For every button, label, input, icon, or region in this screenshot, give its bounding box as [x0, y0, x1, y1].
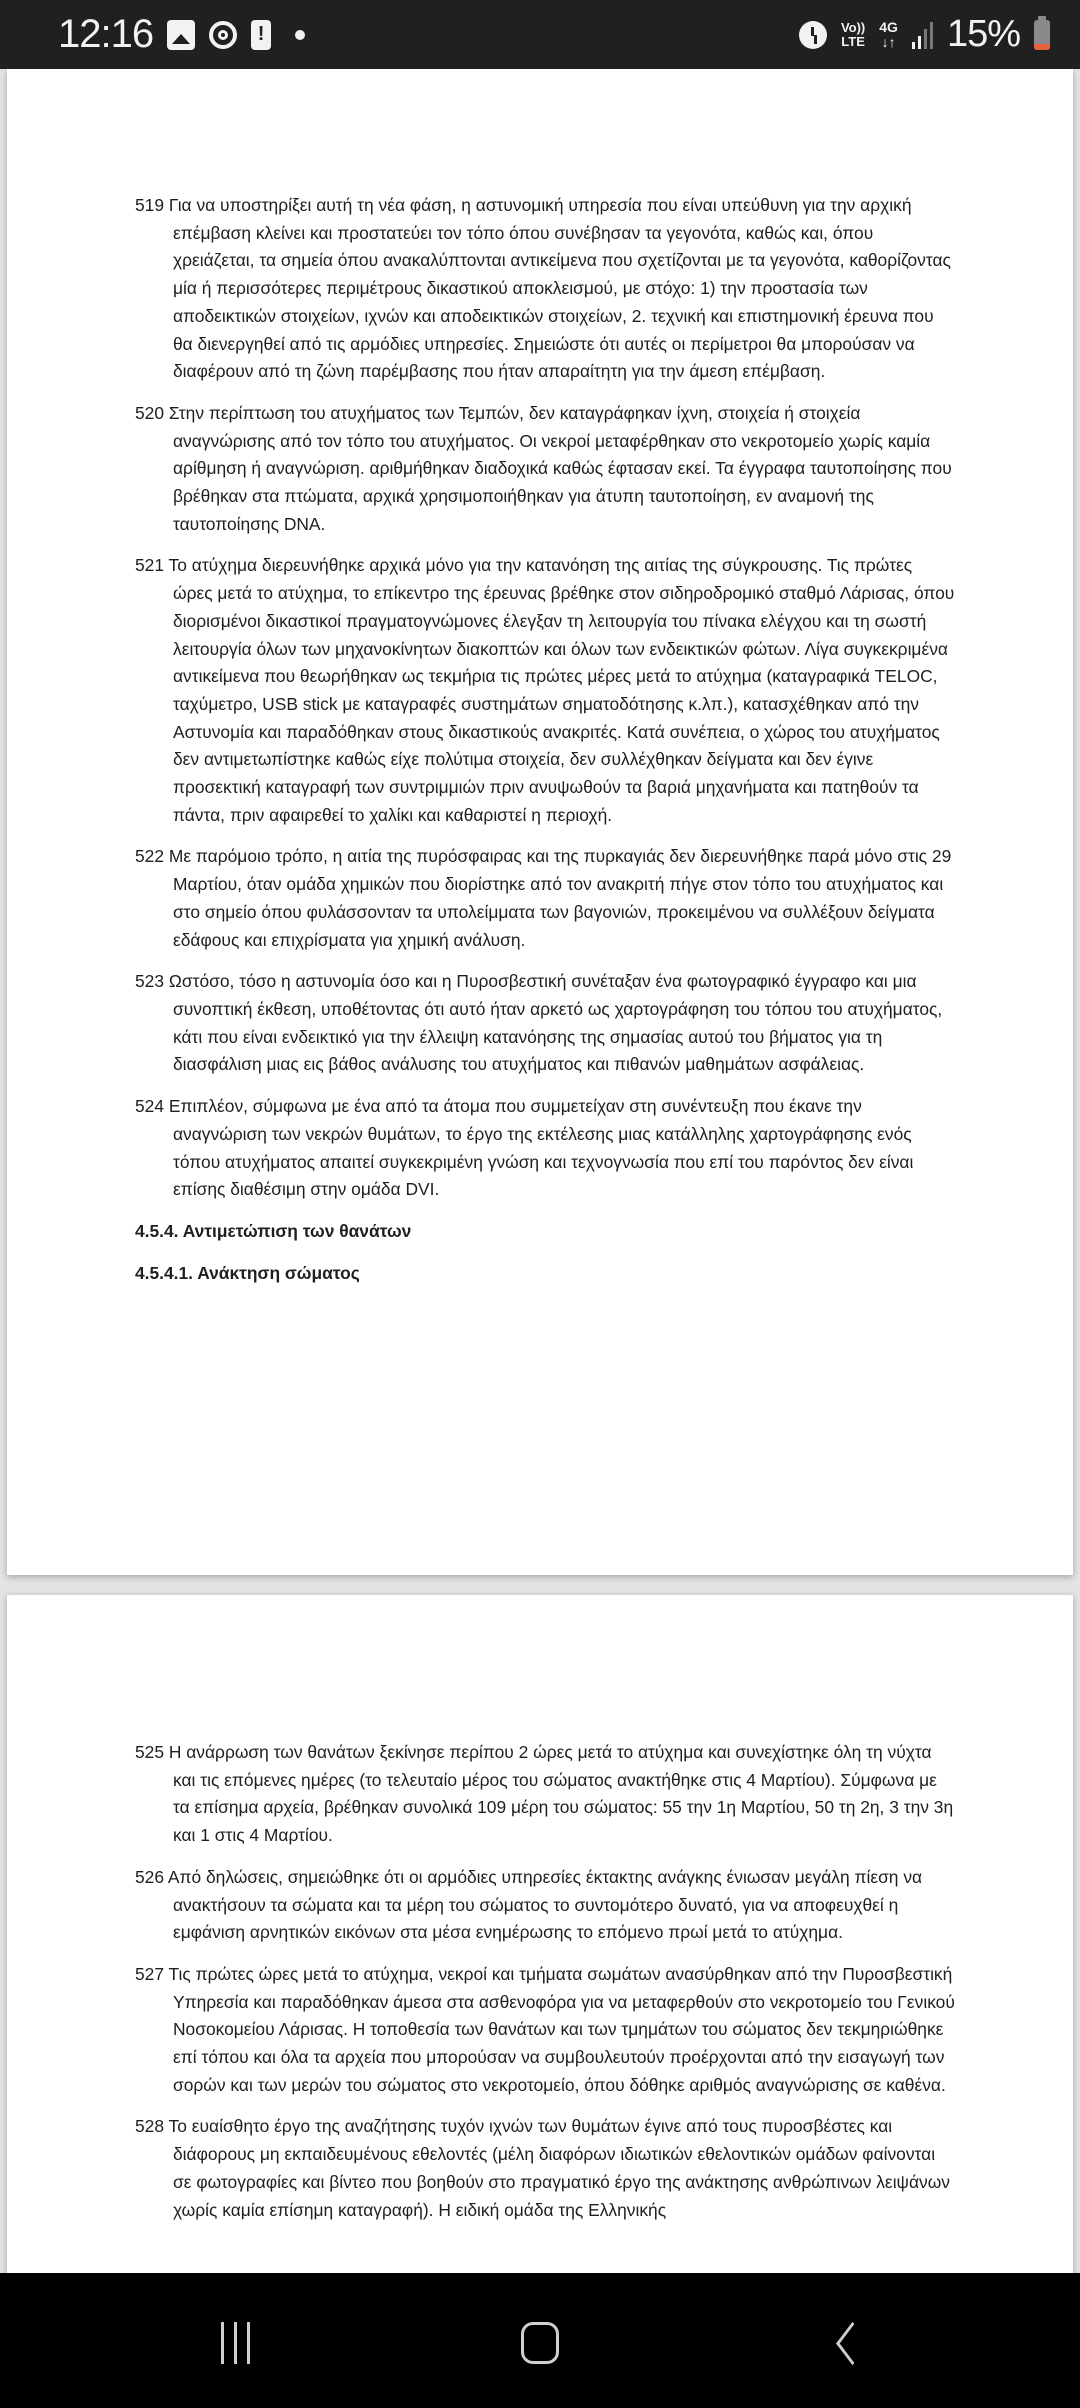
paragraph-text: Η ανάρρωση των θανάτων ξεκίνησε περίπου 2 ώρες μετά το ατύχημα και συνεχίστηκε όλη τη νύχτα και τις επόμενες ημέρες (το τελευταίο μέρος του σώματος ανακτήθηκε στις 4 Μαρτίου). Σύμφωνα με τα επίσημα αρχεία, βρέθηκαν συνολικά 109 μέρη του σώματος: 55 την 1η Μαρτίου, 50 τη 2η, 3 την 3η και 1 στις 4 Μαρτίου. [168, 1742, 954, 1846]
status-right [799, 0, 1050, 69]
paragraph-text: Το ατύχημα διερευνήθηκε αρχικά μόνο για την κατανόηση της αιτίας της σύγκρουσης. Τις πρώτες ώρες μετά το ατύχημα, το επίκεντρο της έρευνας βρέθηκε στον σιδηροδρομικό σταθμό Λάρισας, όπου διορισμένοι δικαστικοί πραγματογνώμονες έλεγξαν τη λειτουργία του πίνακα ελέγχου και τη σωστή λειτουργία όλων των μηχανοκίνητων διακοπτών και όλων των ενδεικτικών φώτων. Λίγα συγκεκριμένα αντικείμενα που θεωρήθηκαν ως τεκμήρια τις πρώτες μέρες μετά το ατύχημα (καταγραφικά TELOC, ταχύμετρο, USB stick με καταγραφές συστημάτων σηματοδότησης κ.λπ.), κατασχέθηκαν από την Αστυνομία και παραδόθηκαν στους δικαστικούς ανακριτές. Κατά συνέπεια, ο χώρος του ατυχήματος δεν αντιμετωπίστηκε καθώς είχε πολύτιμα στοιχεία, δεν συλλέχθηκαν δείγματα και δεν έγινε προσεκτική καταγραφή των συντριμμιών πριν ανυψωθούν τα βαριά μηχανήματα και πατηθούν τα πάντα, πριν αφαιρεθεί το χαλίκι και καθαριστεί η περιοχή. [168, 555, 955, 825]
paragraph-527 [135, 1961, 955, 2100]
paragraph-521 [135, 552, 955, 829]
status-left [58, 12, 305, 57]
document-page-1 [7, 69, 1073, 1575]
paragraph-number: 524 [135, 1096, 165, 1117]
more-notifications-dot-icon [295, 30, 305, 40]
network-type-label: 4G [879, 18, 898, 35]
paragraph-number: 526 [135, 1866, 165, 1887]
paragraph-number: 528 [135, 2116, 165, 2137]
gallery-icon [167, 20, 195, 50]
volte-label: Vo)) [840, 19, 866, 35]
paragraph-526 [135, 1864, 955, 1947]
clock: 12:16 [58, 12, 154, 56]
lte-label: LTE [841, 33, 865, 49]
document-viewer[interactable] [0, 69, 1080, 2273]
navigation-bar [0, 2273, 1080, 2408]
paragraph-text: Για να υποστηρίξει αυτή τη νέα φάση, η αστυνομική υπηρεσία που είναι υπεύθυνη για την αρχική επέμβαση κλείνει και προστατεύει τον τόπο όπου συνέβησαν τα γεγονότα, καθώς και, όπου χρειάζεται, τα σημεία όπου ανακαλύπτονται αντικείμενα που σχετίζονται με τα γεγονότα, καθορίζοντας μία ή περισσότερες περιμέτρους δικαστικού αποκλεισμού, με στόχο: 1) την προστασία των αποδεικτικών στοιχείων, ιχνών και αποδεικτικών στοιχείων, 2. τεχνική και επιστημονική έρευνα που θα διενεργηθεί από τις αρμόδιες υπηρεσίες. Σημειώστε ότι αυτές οι περίμετροι θα μπορούσαν να διαφέρουν από τη ζώνη παρέμβασης που ήταν απαραίτητη για την άμεση επέμβαση. [168, 195, 951, 382]
paragraph-text: Από δηλώσεις, σημειώθηκε ότι οι αρμόδιες υπηρεσίες έκτακτης ανάγκης ένιωσαν μεγάλη πίεση να ανακτήσουν τα σώματα και τα μέρη του σώματος το συντομότερο δυνατό, για να αποφευχθεί η εμφάνιση αρνητικών εικόνων στα μέσα ενημέρωσης το επόμενο πρωί μετά το ατύχημα. [167, 1866, 923, 1943]
data-activity-icon: ↓↑ [881, 33, 896, 50]
home-icon [521, 2322, 559, 2364]
paragraph-519 [135, 192, 955, 386]
volte-indicator [841, 21, 865, 49]
page-2-content [135, 1739, 955, 2238]
paragraph-528 [135, 2113, 955, 2224]
section-heading: 4.5.4. Αντιμετώπιση των θανάτων [135, 1220, 412, 1241]
paragraph-text: Με παρόμοιο τρόπο, η αιτία της πυρόσφαιρας και της πυρκαγιάς δεν διερευνήθηκε παρά μόνο στις 29 Μαρτίου, όταν ομάδα χημικών που διορίστηκε από τον ανακριτή πήγε στον τόπο του ατυχήματος και στο σημείο όπου φυλάσσονταν τα υπολείμματα των βαγονιών, προκειμένου να συλλέξουν δείγματα εδάφους και επιχρίσματα για χημική ανάλυση. [168, 846, 952, 950]
paragraph-text: Επιπλέον, σύμφωνα με ένα από τα άτομα που συμμετείχαν στη συνέντευξη που έκανε την αναγνώριση των νεκρών θυμάτων, το έργο της εκτέλεσης μιας κατάλληλης χαρτογράφησης ενός τόπου ατυχήματος απαιτεί συγκεκριμένη γνώση και τεχνογνωσία που επί του παρόντος δεν είναι επίσης διαθέσιμη στην ομάδα DVI. [168, 1096, 914, 1200]
paragraph-text: Τις πρώτες ώρες μετά το ατύχημα, νεκροί και τμήματα σωμάτων ανασύρθηκαν από την Πυροσβεστική Υπηρεσία και παραδόθηκαν άμεσα στα ασθενοφόρα για να μεταφερθούν στο νεκροτομείο του Γενικού Νοσοκομείου Λάρισας. Η τοποθεσία των θανάτων και των τμημάτων του σώματος δεν τεκμηριώθηκε επί τόπου και όλα τα αρχεία που μπορούσαν να συμβουλευτούν προέρχονται από την εισαγωγή των σορών και των μερών του σώματος στο νεκροτομείο, όπου δόθηκε αριθμός αναγνώρισης σε καθένα. [168, 1963, 955, 2095]
paragraph-524 [135, 1093, 955, 1204]
paragraph-522 [135, 843, 955, 954]
network-4g-indicator [879, 20, 898, 50]
alert-icon [251, 20, 271, 50]
alarm-icon [799, 21, 827, 49]
subsection-heading: 4.5.4.1. Ανάκτηση σώματος [135, 1262, 360, 1283]
paragraph-number: 519 [135, 195, 165, 215]
document-page-2 [7, 1595, 1073, 2273]
signal-strength-icon [912, 21, 933, 49]
paragraph-number: 522 [135, 846, 165, 867]
paragraph-number: 527 [135, 1963, 165, 1984]
paragraph-523 [135, 968, 955, 1079]
paragraph-number: 525 [135, 1742, 165, 1762]
paragraph-text: Ωστόσο, τόσο η αστυνομία όσο και η Πυροσβεστική συνέταξαν ένα φωτογραφικό έγγραφο και μια συνοπτική έκθεση, υποθέτοντας ότι αυτό ήταν αρκετό ως χαρτογράφηση του τόπου του ατυχήματος, κάτι που είναι ενδεικτικό για την έλλειψη κατανόησης της σημασίας αυτού του βήματος για τη διασφάλιση μιας εις βάθος ανάλυσης του ατυχήματος και πιθανών μαθημάτων ασφάλειας. [168, 971, 943, 1075]
paragraph-number: 520 [135, 402, 165, 423]
back-icon [836, 2321, 869, 2365]
paragraph-number: 521 [135, 555, 165, 576]
paragraph-text: Το ευαίσθητο έργο της αναζήτησης τυχόν ιχνών των θυμάτων έγινε από τους πυροσβέστες και διάφορους μη εκπαιδευμένους εθελοντές (μέλη διαφόρων ιδιωτικών εθελοντικών ομάδων φαίνονται σε φωτογραφίες και βίντεο που βοηθούν στο πραγματικό έργο της ανάκτησης ανθρώπινων λειψάνων χωρίς καμία επίσημη καταγραφή). Η ειδική ομάδα της Ελληνικής [168, 2116, 950, 2220]
battery-percent: 15% [946, 13, 1020, 55]
chrome-icon [209, 21, 237, 49]
recents-button[interactable] [200, 2311, 270, 2375]
battery-icon [1034, 20, 1050, 50]
page-1-content [135, 192, 955, 1301]
recents-icon [221, 2322, 250, 2364]
back-button[interactable] [810, 2311, 880, 2375]
home-button[interactable] [505, 2311, 575, 2375]
status-bar [0, 0, 1080, 69]
paragraph-525 [135, 1739, 955, 1850]
paragraph-520 [135, 400, 955, 539]
paragraph-text: Στην περίπτωση του ατυχήματος των Τεμπών, δεν καταγράφηκαν ίχνη, στοιχεία ή στοιχεία αναγνώρισης από τον τόπο του ατυχήματος. Οι νεκροί μεταφέρθηκαν στο νεκροτομείο χωρίς καμία αρίθμηση ή αναγνώριση. αριθμήθηκαν διαδοχικά καθώς έφτασαν εκεί. Τα έγγραφα ταυτοποίησης που βρέθηκαν στα πτώματα, αρχικά χρησιμοποιήθηκαν για άτυπη ταυτοποίηση, εν αναμονή της ταυτοποίησης DNA. [168, 402, 952, 534]
paragraph-number: 523 [135, 971, 165, 992]
